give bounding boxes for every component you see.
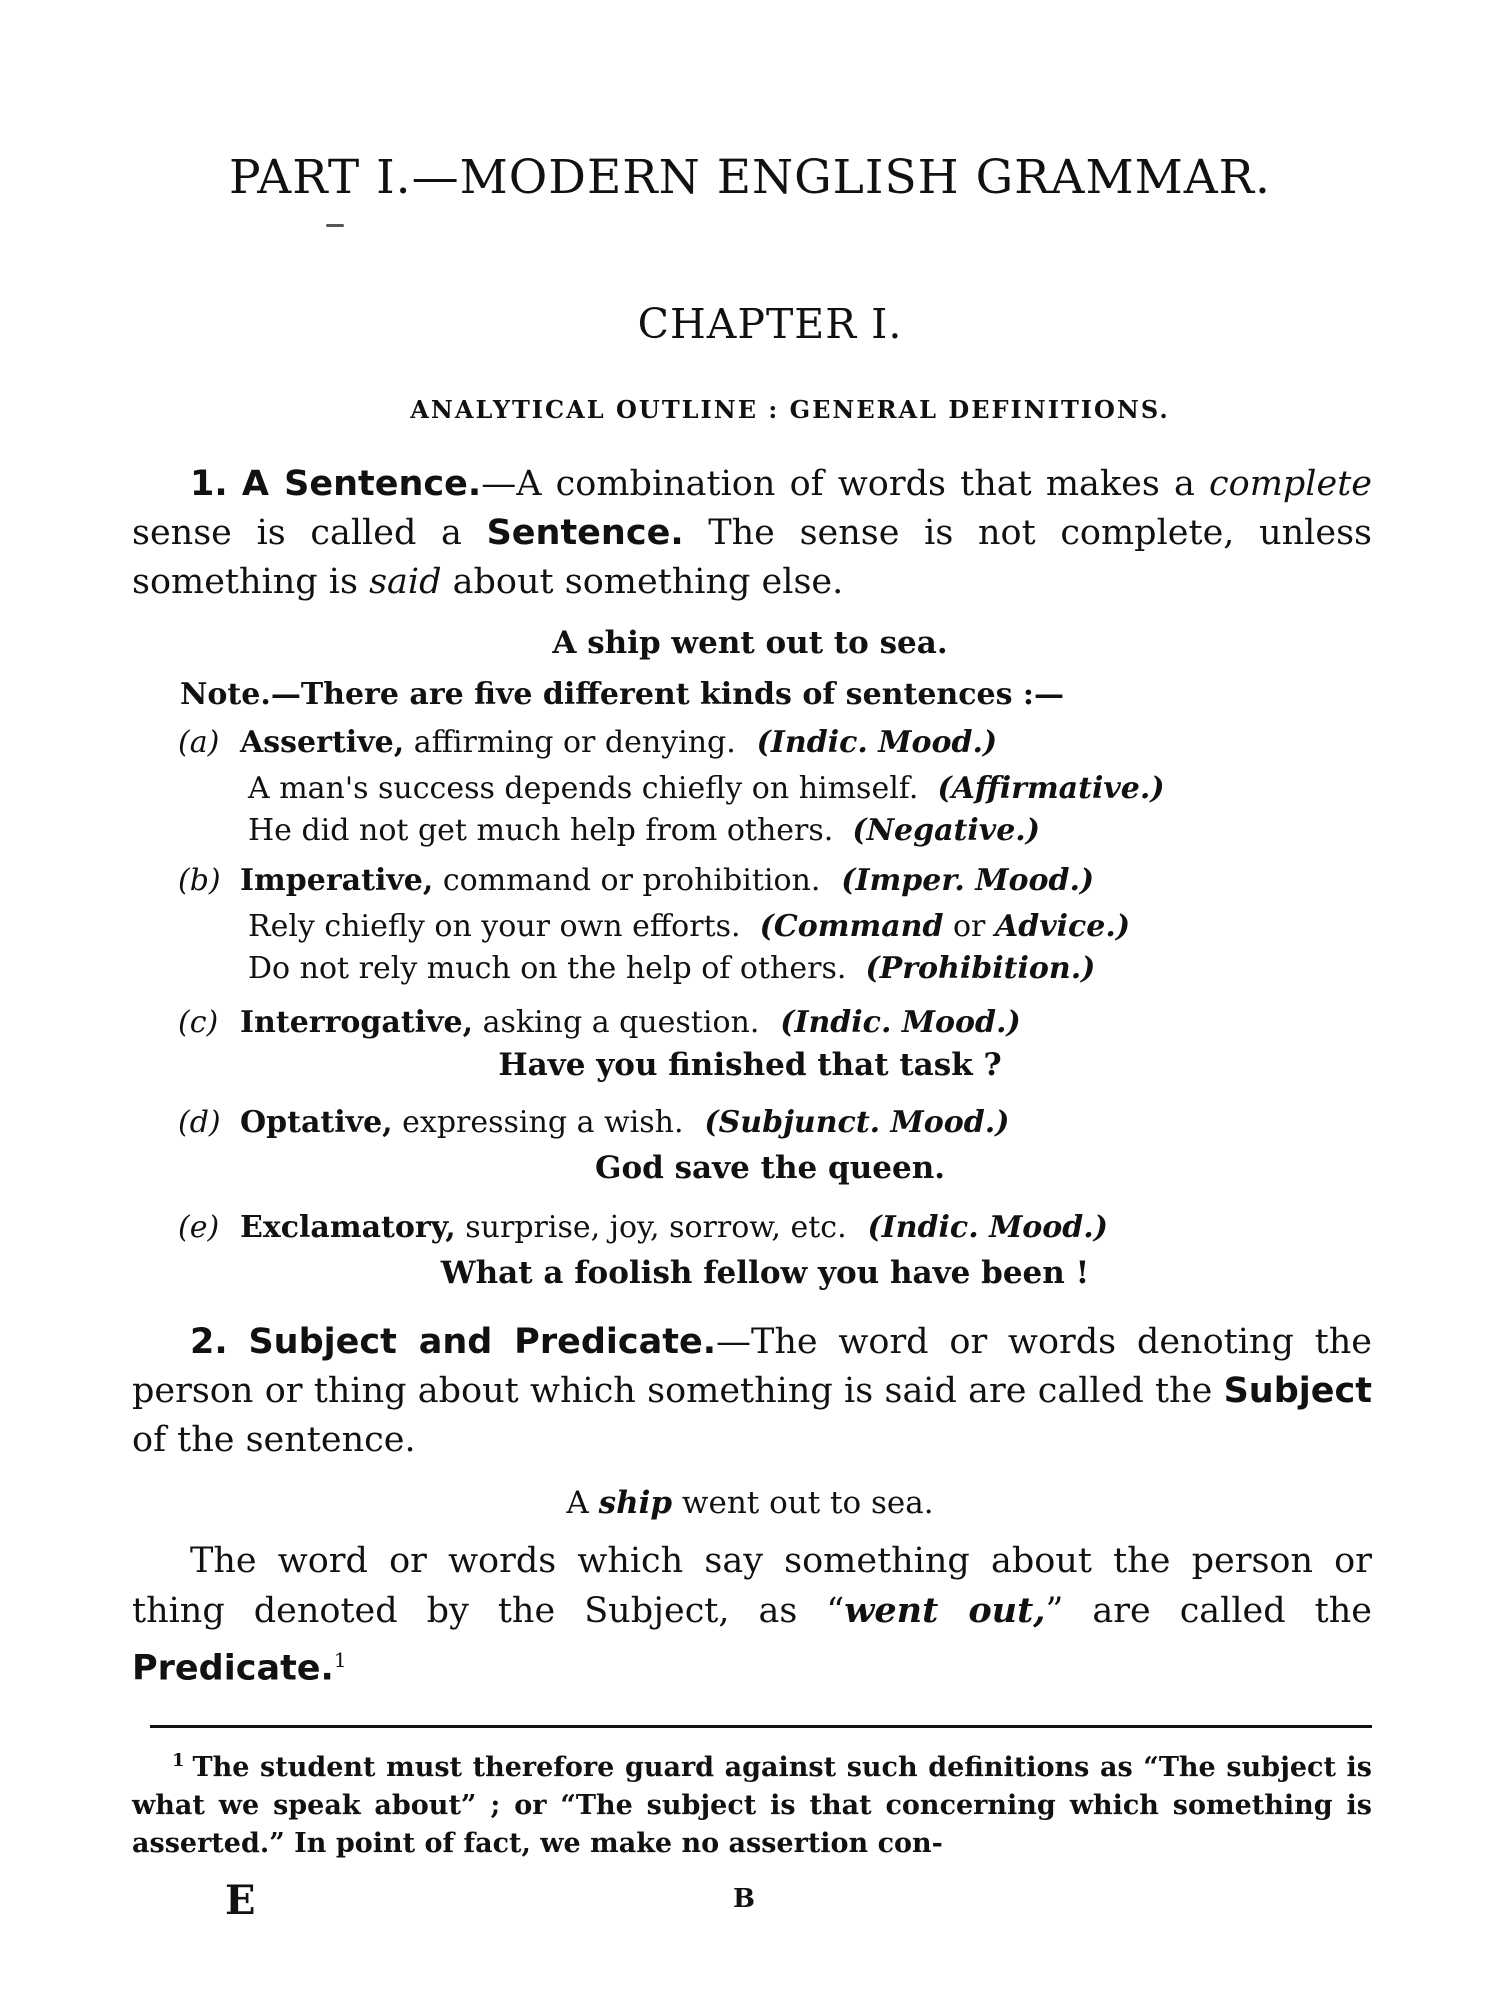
example-tag-command: (Command xyxy=(759,909,944,944)
example2-pre: A xyxy=(566,1485,599,1521)
ink-smudge xyxy=(326,224,344,227)
kind-name: Optative, xyxy=(240,1105,393,1140)
example-text: He did not get much help from others. xyxy=(248,813,834,848)
kind-mood: (Indic. Mood.) xyxy=(780,1005,1021,1040)
para1-text-c: The sense is not complete, unless something is xyxy=(132,513,1372,602)
para2-bold-term: Subject xyxy=(1223,1371,1372,1411)
example2-post: went out to sea. xyxy=(672,1485,934,1521)
para3-bold-term: Predicate. xyxy=(132,1648,334,1689)
kind-mood: (Indic. Mood.) xyxy=(756,725,998,760)
para2-heading: Subject and Predicate. xyxy=(248,1322,717,1362)
example-optative: God save the queen. xyxy=(594,1150,946,1186)
note-line: Note.—There are five different kinds of sentences :— xyxy=(180,677,1064,712)
footnote-ref: 1 xyxy=(333,1648,347,1672)
kind-assertive xyxy=(178,720,1398,765)
example-command xyxy=(248,904,1388,949)
example-tag-or: or xyxy=(943,909,995,944)
footnote-rule xyxy=(150,1725,1372,1728)
footnote xyxy=(132,1742,1372,1863)
chapter-title: CHAPTER I. xyxy=(637,300,903,348)
para3-italic: went out, xyxy=(844,1590,1046,1631)
para3-text-a: The word or words which say something about the person or thing denoted by the Subject, as “ xyxy=(132,1541,1372,1631)
kind-label: (b) xyxy=(178,863,221,898)
kind-interrogative xyxy=(178,1000,1398,1045)
example-tag: (Affirmative.) xyxy=(937,771,1165,806)
para2-text-a: —The word or words denoting the person or thing about which something is said are called the xyxy=(132,1322,1372,1411)
example-text: Rely chiefly on your own efforts. xyxy=(248,909,741,944)
para1-italic-a: complete xyxy=(1209,464,1372,504)
kind-desc: command or prohibition. xyxy=(433,863,821,898)
footnote-text: The student must therefore guard against such definitions as “The subject is what we speak about” ; or “The subject is that concerning which something is asserted.” In point of fact, we make no assertion con- xyxy=(132,1752,1372,1859)
paragraph-subject-predicate xyxy=(132,1318,1372,1465)
paragraph-predicate xyxy=(132,1537,1372,1694)
example-exclamatory: What a foolish fellow you have been ! xyxy=(440,1255,1090,1291)
kind-optative xyxy=(178,1100,1398,1145)
kind-label: (c) xyxy=(178,1005,219,1040)
footnote-number: 1 xyxy=(172,1750,185,1771)
part-title: PART I.—MODERN ENGLISH GRAMMAR. xyxy=(229,150,1271,205)
kind-label: (e) xyxy=(178,1210,220,1245)
kind-name: Interrogative, xyxy=(240,1005,474,1040)
para1-number: 1. xyxy=(190,464,228,504)
kind-desc: surprise, joy, sorrow, etc. xyxy=(455,1210,847,1245)
kind-label: (d) xyxy=(178,1105,221,1140)
kind-label: (a) xyxy=(178,725,220,760)
example-interrogative: Have you finished that task ? xyxy=(498,1047,1002,1083)
kind-mood: (Indic. Mood.) xyxy=(867,1210,1108,1245)
para1-italic-b: said xyxy=(369,562,442,602)
para3-text-b: ” are called the xyxy=(1045,1591,1373,1631)
paragraph-sentence xyxy=(132,460,1372,607)
kind-desc: expressing a wish. xyxy=(392,1105,684,1140)
example-text: A man's success depends chiefly on himself. xyxy=(248,771,919,806)
example2-italic: ship xyxy=(598,1485,673,1521)
example-tag-advice: Advice.) xyxy=(994,909,1131,944)
kind-imperative xyxy=(178,858,1398,903)
kind-desc: asking a question. xyxy=(473,1005,760,1040)
kind-name: Assertive, xyxy=(240,725,405,760)
example-tag: (Negative.) xyxy=(852,813,1040,848)
example-affirmative xyxy=(248,766,1388,811)
para2-text-b: of the sentence. xyxy=(132,1420,416,1460)
example-prohibition xyxy=(248,946,1388,991)
section-subtitle: ANALYTICAL OUTLINE : GENERAL DEFINITIONS. xyxy=(410,395,1170,424)
signature-left: E xyxy=(225,1877,256,1924)
para1-text-b: sense is called a xyxy=(132,513,487,553)
kind-name: Exclamatory, xyxy=(240,1210,456,1245)
para1-text-a: —A combination of words that makes a xyxy=(481,464,1210,504)
para1-heading: A Sentence. xyxy=(241,464,482,504)
kind-mood: (Subjunct. Mood.) xyxy=(704,1105,1010,1140)
kind-name: Imperative, xyxy=(240,863,434,898)
kind-exclamatory xyxy=(178,1205,1398,1250)
para1-text-d: about something else. xyxy=(441,562,844,602)
example-text: Do not rely much on the help of others. xyxy=(248,951,847,986)
para2-number: 2. xyxy=(190,1322,228,1362)
example-tag: (Prohibition.) xyxy=(865,951,1096,986)
signature-mark: B xyxy=(733,1884,755,1914)
para1-bold-term: Sentence. xyxy=(486,513,684,553)
example-sentence-1: A ship went out to sea. xyxy=(552,625,948,661)
kind-desc: affirming or denying. xyxy=(404,725,736,760)
example-sentence-2 xyxy=(0,1485,1500,1521)
example-negative xyxy=(248,808,1388,853)
kind-mood: (Imper. Mood.) xyxy=(841,863,1095,898)
